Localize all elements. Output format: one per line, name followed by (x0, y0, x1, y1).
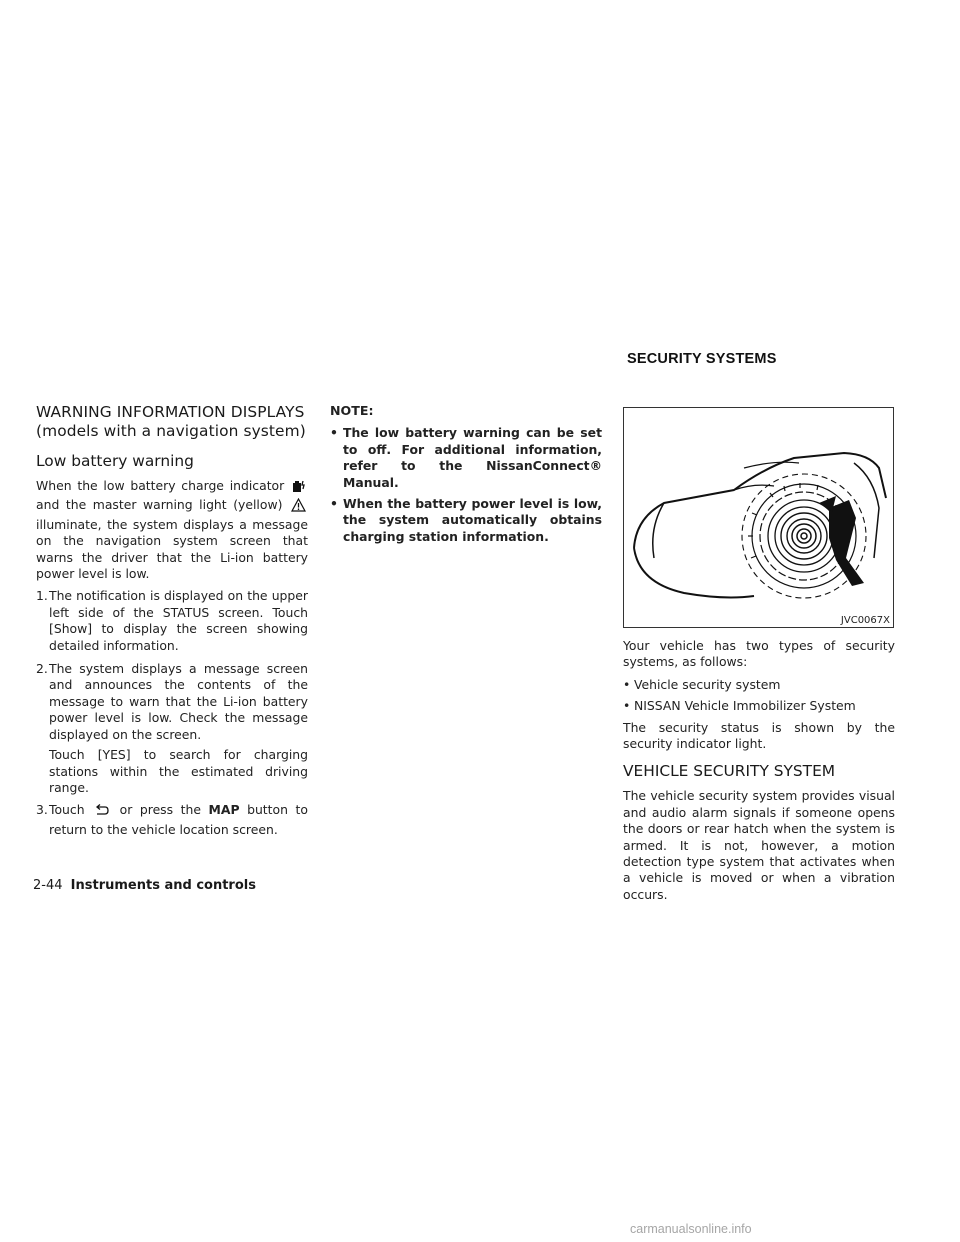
bullet-text: NISSAN Vehicle Immobilizer System (634, 698, 856, 714)
bullet: • (623, 676, 631, 692)
watermark: carmanualsonline.info (630, 1222, 752, 1236)
heading-warning-info: WARNING INFORMATION DISPLAYS (models with a navigation system) (36, 403, 306, 440)
note-item (330, 425, 602, 491)
step3-text-a: Touch (49, 802, 85, 818)
subheading-low-battery: Low battery warning (36, 452, 194, 470)
intro-text-c: illuminate, the system displays a message on the navigation system screen that warns the driver that the Li-ion battery power level is low. (36, 516, 308, 582)
note-item (330, 496, 602, 545)
column-middle (330, 403, 602, 550)
figure-security-indicator (623, 407, 894, 628)
column-right (623, 638, 895, 909)
note-text: The low battery warning can be set to off. For additional information, refer to the NissanConnect® Manual. (343, 425, 602, 490)
bullet: • (623, 698, 631, 714)
bullet: • (330, 496, 338, 512)
battery-charge-icon (292, 479, 306, 497)
chapter-title: Instruments and controls (70, 878, 256, 893)
back-arrow-icon (94, 804, 110, 821)
list-item (36, 661, 308, 743)
note-title: NOTE: (330, 403, 374, 418)
security-status: The security status is shown by the security indicator light. (623, 719, 895, 752)
step-number: 2. (36, 661, 48, 677)
bullet-text: Vehicle security system (634, 676, 781, 692)
list-item (623, 677, 895, 693)
list-item (36, 588, 308, 654)
step-number: 1. (36, 588, 48, 604)
map-button-label: MAP (208, 802, 240, 818)
step-2-extra: Touch [YES] to search for charging stations within the estimated driving range. (49, 747, 308, 795)
heading-vehicle-security: VEHICLE SECURITY SYSTEM (623, 762, 836, 781)
warning-triangle-icon (291, 498, 306, 516)
list-item (623, 698, 895, 714)
step3-text-b: or press the (119, 802, 201, 818)
note-text: When the battery power level is low, the system automatically obtains charging station information. (343, 496, 602, 544)
intro-text-b: and the master warning light (yellow) (36, 497, 283, 513)
section-header: SECURITY SYSTEMS (627, 351, 777, 367)
car-dashboard-illustration (624, 408, 893, 627)
page-footer (33, 878, 256, 893)
figure-label: JVC0067X (840, 615, 890, 626)
step3-text-c: button to return to the vehicle location screen. (49, 802, 308, 837)
security-intro: Your vehicle has two types of security systems, as follows: (623, 638, 895, 670)
step-text: The notification is displayed on the upper left side of the STATUS screen. Touch [Show] to display the screen showing detailed information. (49, 588, 308, 653)
vehicle-security-body: The vehicle security system provides visual and audio alarm signals if someone opens the doors or rear hatch when the system is armed. It is not, however, a motion detection type system that activates when a vehicle is moved or when a vibration occurs. (623, 788, 895, 902)
list-item (36, 802, 308, 838)
bullet: • (330, 425, 338, 441)
step-number: 3. (36, 802, 48, 818)
step-text: The system displays a message screen and announces the contents of the message to warn that the Li-ion battery power level is low. Check the message displayed on the screen. (49, 661, 308, 742)
page-number: 2-44 (33, 878, 63, 893)
column-left (36, 403, 308, 845)
intro-text-a: When the low battery charge indicator (36, 478, 285, 493)
intro-paragraph (36, 478, 308, 582)
step-text (49, 802, 308, 838)
